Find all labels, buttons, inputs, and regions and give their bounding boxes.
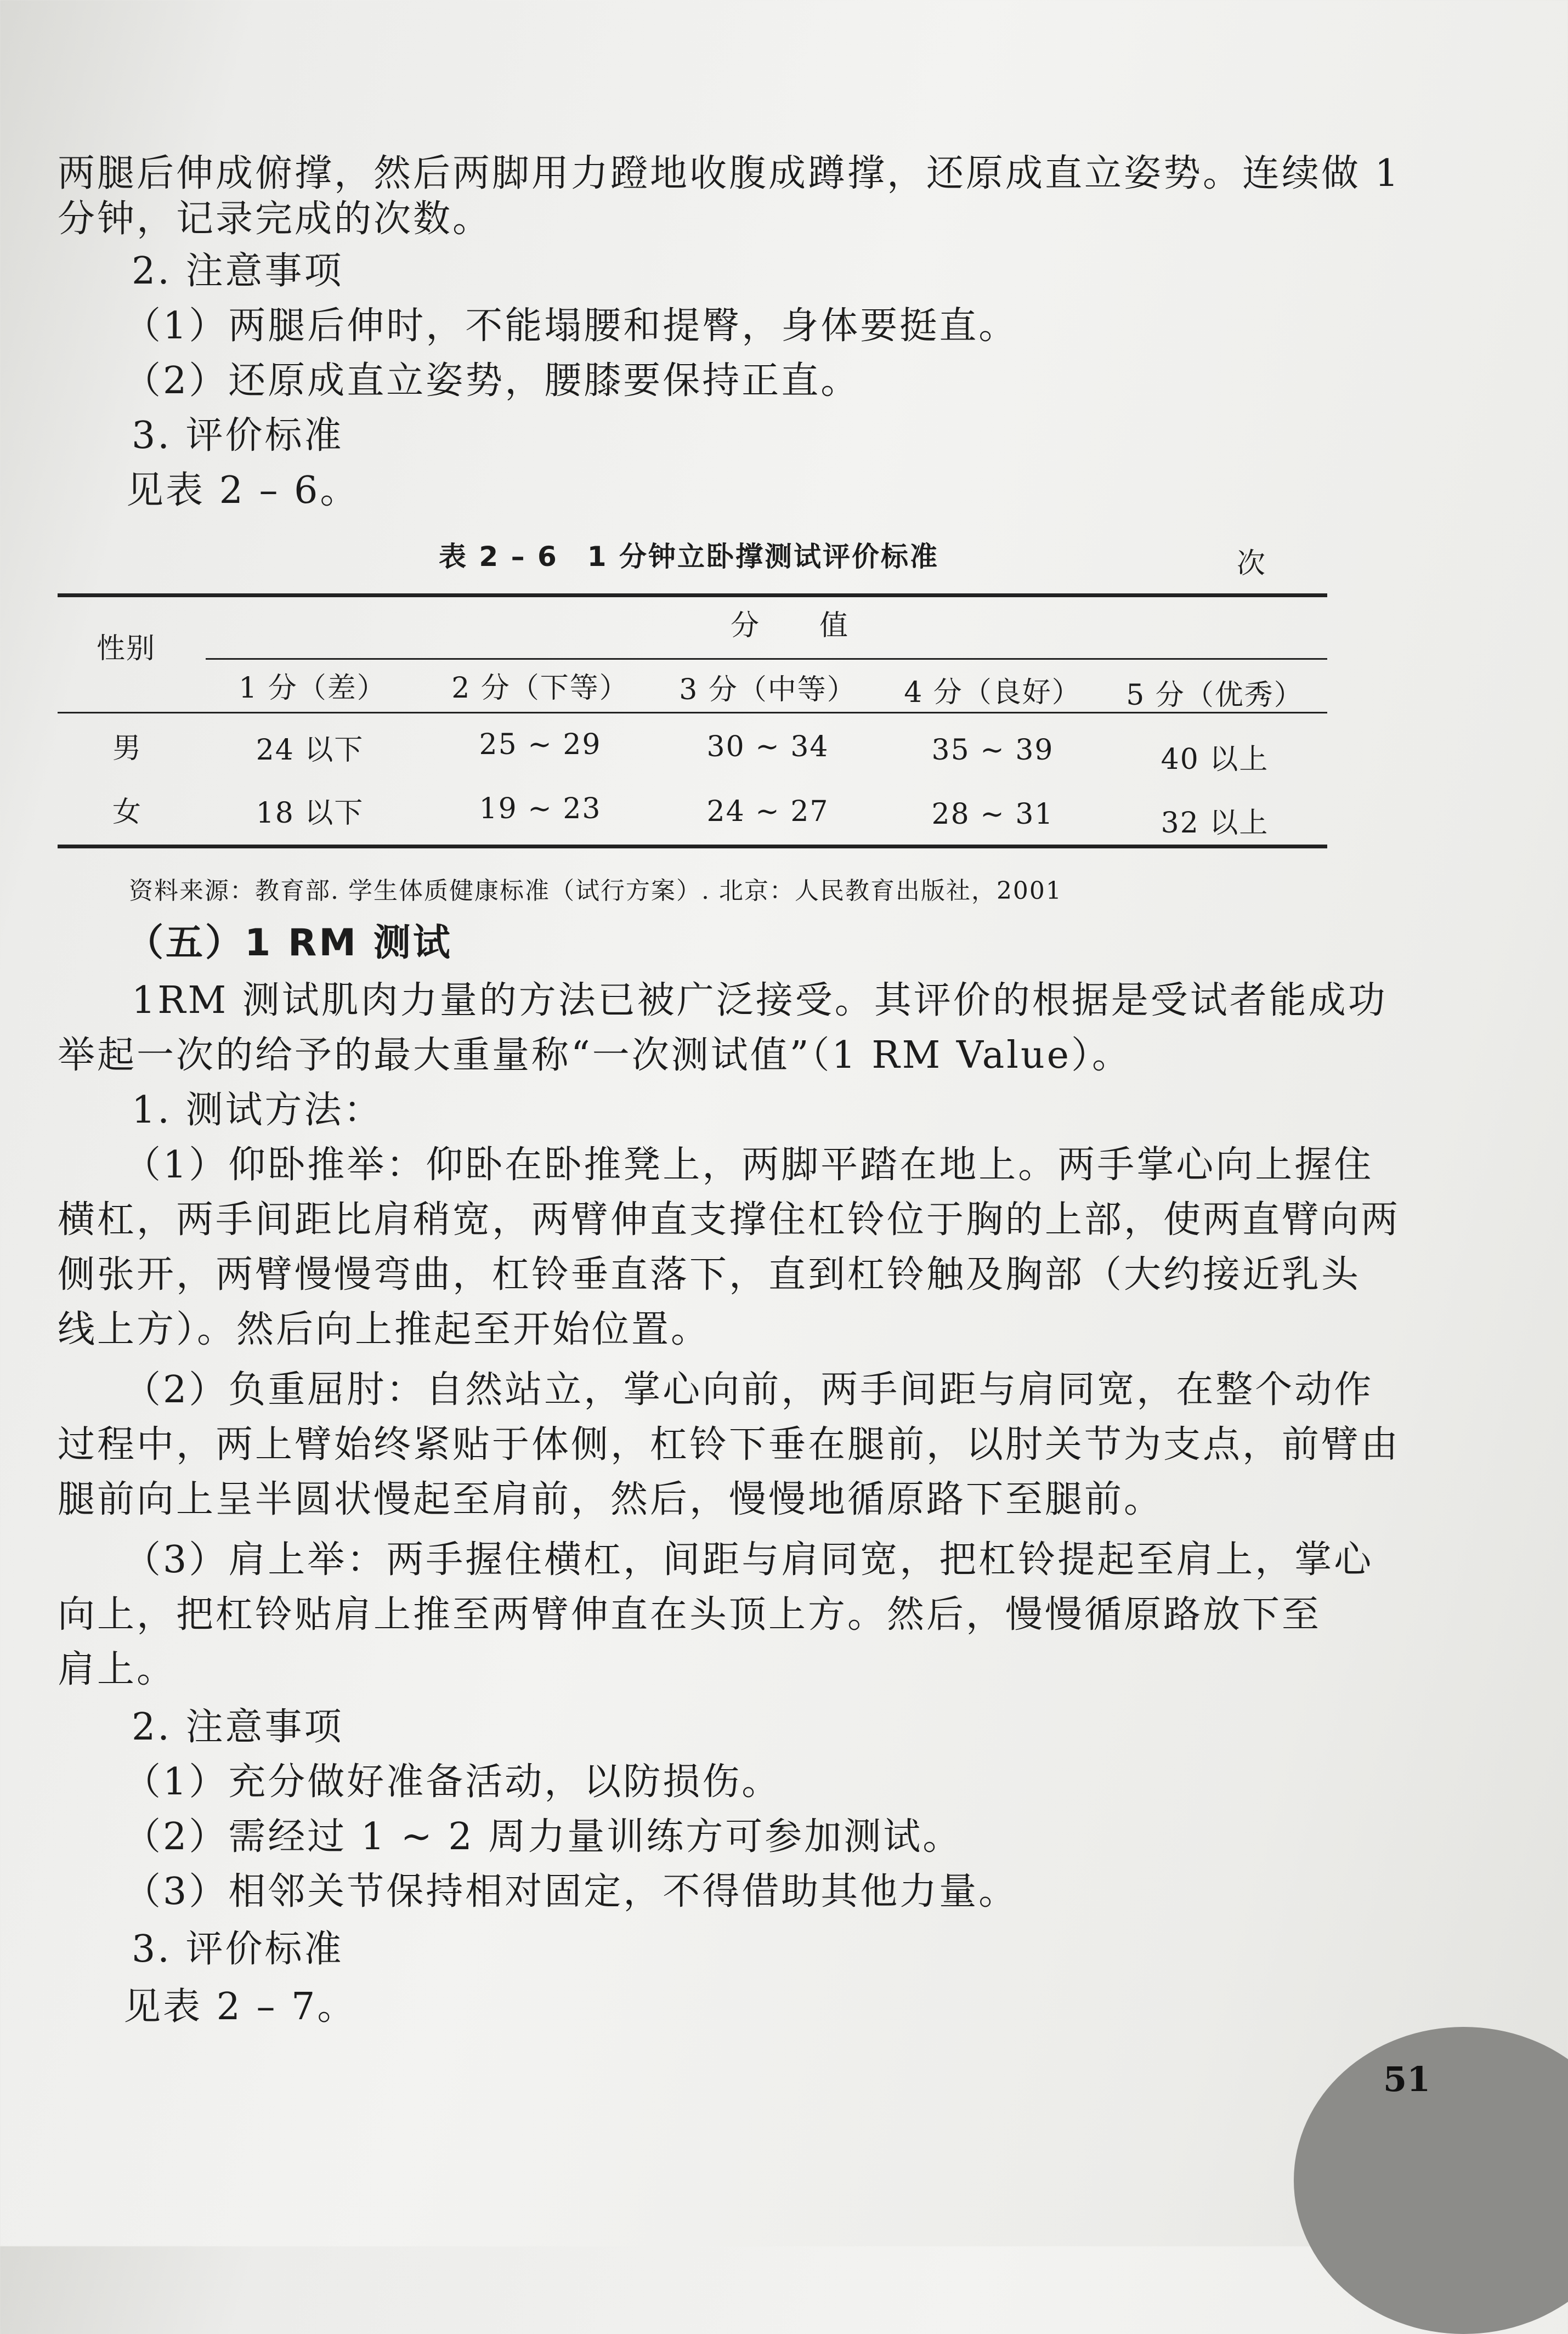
notes-heading: 2. 注意事项 xyxy=(132,250,344,293)
table-cell: 32 以上 xyxy=(1161,807,1269,840)
table-bottom-rule xyxy=(58,845,1327,848)
table-cell: 19 ~ 23 xyxy=(479,792,602,825)
note-item: （1）两腿后伸时，不能塌腰和提臀，身体要挺直。 xyxy=(123,304,1018,348)
note-item: （3）相邻关节保持相对固定，不得借助其他力量。 xyxy=(123,1870,1018,1913)
table-column-header: 4 分（良好） xyxy=(904,676,1082,709)
table-cell: 25 ~ 29 xyxy=(479,728,602,761)
table-top-rule xyxy=(58,593,1327,597)
table-row-gender: 男 xyxy=(112,732,143,765)
body-text-line: 两腿后伸成俯撑，然后两脚用力蹬地收腹成蹲撑，还原成直立姿势。连续做 1 xyxy=(58,152,1401,195)
body-text-line: （1）仰卧推举：仰卧在卧推凳上，两脚平踏在地上。两手掌心向上握住 xyxy=(123,1143,1374,1187)
body-text-line: 举起一次的给予的最大重量称“一次测试值”（1 RM Value）。 xyxy=(58,1034,1132,1077)
table-reference: 见表 2 – 7。 xyxy=(123,1985,357,2029)
table-column-header: 2 分（下等） xyxy=(451,672,629,705)
note-item: （2）还原成直立姿势，腰膝要保持正直。 xyxy=(123,359,861,403)
body-text-line: 腿前向上呈半圆状慢起至肩前，然后，慢慢地循原路下至腿前。 xyxy=(58,1478,1164,1521)
table-header-gender: 性别 xyxy=(96,632,156,665)
eval-heading: 3. 评价标准 xyxy=(132,1928,344,1971)
body-text-line: 过程中，两上臂始终紧贴于体侧，杠铃下垂在腿前，以肘关节为支点，前臂由 xyxy=(58,1423,1401,1466)
table-cell: 24 以下 xyxy=(256,734,364,767)
note-item: （1）充分做好准备活动，以防损伤。 xyxy=(123,1760,782,1804)
table-column-header: 1 分（差） xyxy=(239,672,387,705)
table-header-score: 分 值 xyxy=(730,609,850,642)
table-source-note: 资料来源：教育部. 学生体质健康标准（试行方案）. 北京：人民教育出版社，2001 xyxy=(129,877,1062,905)
note-item: （2）需经过 1 ~ 2 周力量训练方可参加测试。 xyxy=(123,1815,963,1859)
table-reference: 见表 2 – 6。 xyxy=(126,469,360,512)
table-column-header: 5 分（优秀） xyxy=(1126,679,1304,712)
page-number: 51 xyxy=(1383,2059,1431,2099)
body-text-line: 向上，把杠铃贴肩上推至两臂伸直在头顶上方。然后，慢慢循原路放下至 xyxy=(58,1593,1322,1636)
section-heading: （五）1 RM 测试 xyxy=(126,921,452,965)
table-column-header: 3 分（中等） xyxy=(679,673,857,706)
body-text-line: 1RM 测试肌肉力量的方法已被广泛接受。其评价的根据是受试者能成功 xyxy=(132,979,1388,1022)
notes-heading: 2. 注意事项 xyxy=(132,1706,344,1749)
table-unit: 次 xyxy=(1237,547,1266,580)
table-row-gender: 女 xyxy=(112,796,143,829)
table-cell: 24 ~ 27 xyxy=(706,795,829,828)
table-cell: 30 ~ 34 xyxy=(706,730,829,763)
body-text-line: 分钟，记录完成的次数。 xyxy=(58,197,493,241)
body-text-line: （2）负重屈肘：自然站立，掌心向前，两手间距与肩同宽，在整个动作 xyxy=(123,1368,1374,1412)
table-cell: 28 ~ 31 xyxy=(931,798,1054,831)
eval-heading: 3. 评价标准 xyxy=(132,414,344,457)
body-text-line: （3）肩上举：两手握住横杠，间距与肩同宽，把杠铃提起至肩上，掌心 xyxy=(123,1538,1374,1582)
table-cell: 35 ~ 39 xyxy=(931,734,1054,767)
table-cell: 40 以上 xyxy=(1161,743,1269,776)
body-text-line: 肩上。 xyxy=(58,1648,177,1691)
body-text-line: 线上方）。然后向上推起至开始位置。 xyxy=(58,1308,711,1351)
table-cell: 18 以下 xyxy=(256,797,364,830)
table-title: 表 2 – 6 1 分钟立卧撑测试评价标准 xyxy=(439,541,939,573)
table-sub-rule xyxy=(206,658,1327,660)
page-corner-shadow xyxy=(1294,2027,1568,2334)
body-text-line: 侧张开，两臂慢慢弯曲，杠铃垂直落下，直到杠铃触及胸部（大约接近乳头 xyxy=(58,1253,1361,1296)
body-text-line: 横杠，两手间距比肩稍宽，两臂伸直支撑住杠铃位于胸的上部，使两直臂向两 xyxy=(58,1198,1401,1242)
method-heading: 1. 测试方法： xyxy=(132,1089,383,1132)
table-header-rule xyxy=(58,712,1327,713)
